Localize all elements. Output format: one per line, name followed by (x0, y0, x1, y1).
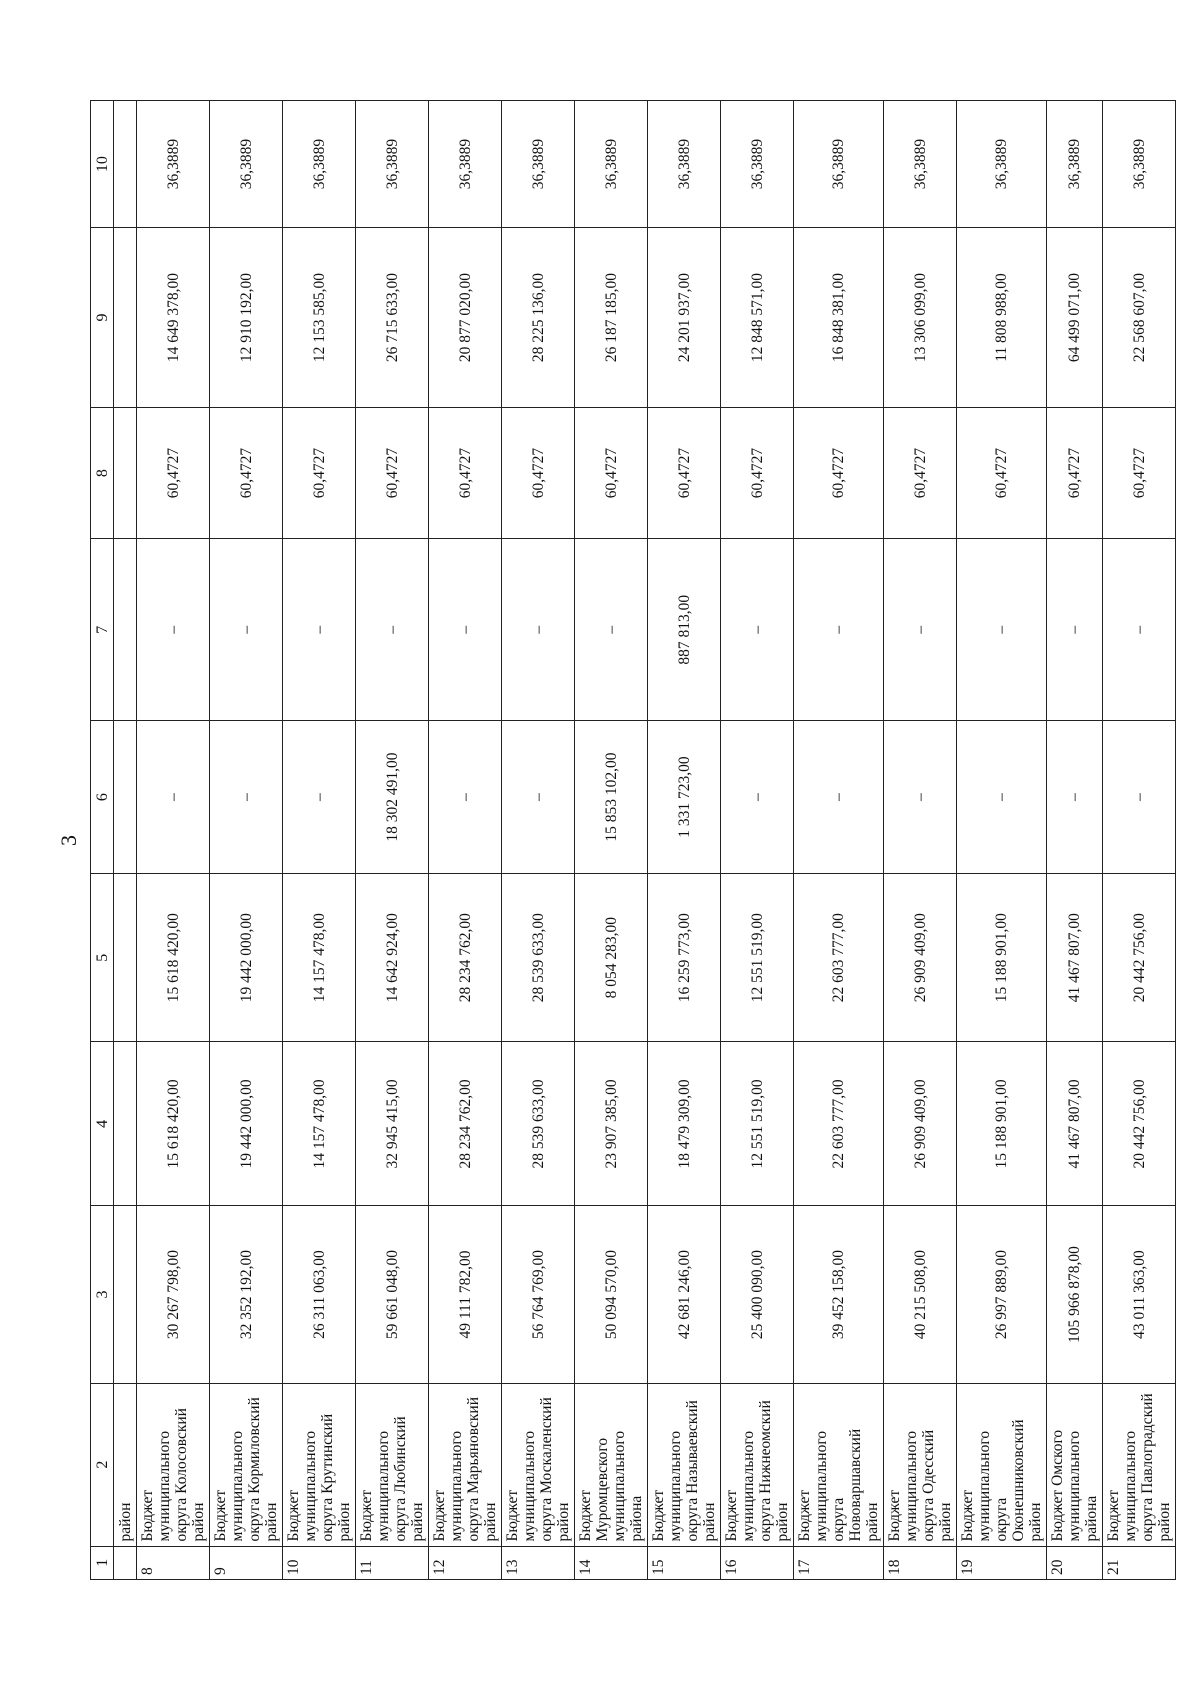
value-c9: 13 306 099,00 (884, 228, 957, 408)
continuation-text: район (114, 1383, 137, 1546)
value-c8: 60,4727 (502, 407, 575, 539)
value-c3: 49 111 782,00 (429, 1206, 502, 1383)
value-c7: – (575, 539, 648, 721)
value-c3: 42 681 246,00 (648, 1206, 721, 1383)
table-cell (114, 1042, 137, 1206)
value-c3: 39 452 158,00 (794, 1206, 884, 1383)
value-c7: – (721, 539, 794, 721)
table-cell (114, 228, 137, 408)
table-cell (114, 539, 137, 721)
budget-name: Бюджет муниципального округа Нововаршавский район (794, 1383, 884, 1546)
budget-name: Бюджет муниципального округа Кормиловский район (210, 1383, 283, 1546)
header-cell: 9 (91, 228, 114, 408)
value-c6: – (794, 721, 884, 874)
value-c6: – (429, 721, 502, 874)
value-c8: 60,4727 (575, 407, 648, 539)
value-c10: 36,3889 (721, 101, 794, 228)
value-c4: 19 442 000,00 (210, 1042, 283, 1206)
value-c3: 26 997 889,00 (957, 1206, 1047, 1383)
value-c8: 60,4727 (884, 407, 957, 539)
value-c9: 12 910 192,00 (210, 228, 283, 408)
value-c6: – (721, 721, 794, 874)
row-number: 9 (210, 1546, 283, 1579)
value-c7: 887 813,00 (648, 539, 721, 721)
value-c8: 60,4727 (429, 407, 502, 539)
value-c9: 14 649 378,00 (137, 228, 210, 408)
budget-name: Бюджет Омского муниципального района (1047, 1383, 1103, 1546)
budget-name: Бюджет муниципального округа Одесский район (884, 1383, 957, 1546)
budget-name: Бюджет муниципального округа Марьяновский район (429, 1383, 502, 1546)
value-c4: 23 907 385,00 (575, 1042, 648, 1206)
value-c5: 28 234 762,00 (429, 873, 502, 1041)
value-c10: 36,3889 (648, 101, 721, 228)
row-number: 17 (794, 1546, 884, 1579)
value-c5: 14 157 478,00 (283, 873, 356, 1041)
budget-name: Бюджет муниципального округа Крутинский район (283, 1383, 356, 1546)
header-row (91, 101, 114, 1580)
value-c8: 60,4727 (794, 407, 884, 539)
table-cell (114, 873, 137, 1041)
table-row (794, 101, 884, 1580)
value-c4: 28 234 762,00 (429, 1042, 502, 1206)
value-c10: 36,3889 (137, 101, 210, 228)
value-c8: 60,4727 (721, 407, 794, 539)
value-c5: 16 259 773,00 (648, 873, 721, 1041)
value-c10: 36,3889 (794, 101, 884, 228)
value-c6: – (210, 721, 283, 874)
header-cell: 2 (91, 1383, 114, 1546)
value-c4: 22 603 777,00 (794, 1042, 884, 1206)
value-c6: – (1047, 721, 1103, 874)
value-c3: 25 400 090,00 (721, 1206, 794, 1383)
header-cell: 3 (91, 1206, 114, 1383)
value-c4: 12 551 519,00 (721, 1042, 794, 1206)
value-c10: 36,3889 (884, 101, 957, 228)
value-c9: 26 187 185,00 (575, 228, 648, 408)
value-c7: – (137, 539, 210, 721)
value-c5: 14 642 924,00 (356, 873, 429, 1041)
value-c5: 19 442 000,00 (210, 873, 283, 1041)
value-c7: – (884, 539, 957, 721)
value-c4: 18 479 309,00 (648, 1042, 721, 1206)
value-c8: 60,4727 (210, 407, 283, 539)
value-c10: 36,3889 (429, 101, 502, 228)
table-row (575, 101, 648, 1580)
continuation-row (114, 101, 137, 1580)
table-row (1103, 101, 1176, 1580)
value-c5: 15 188 901,00 (957, 873, 1047, 1041)
value-c3: 43 011 363,00 (1103, 1206, 1176, 1383)
value-c5: 8 054 283,00 (575, 873, 648, 1041)
value-c4: 14 157 478,00 (283, 1042, 356, 1206)
value-c7: – (210, 539, 283, 721)
row-number: 11 (356, 1546, 429, 1579)
value-c3: 32 352 192,00 (210, 1206, 283, 1383)
value-c9: 28 225 136,00 (502, 228, 575, 408)
table-row (429, 101, 502, 1580)
value-c5: 26 909 409,00 (884, 873, 957, 1041)
value-c10: 36,3889 (502, 101, 575, 228)
value-c9: 22 568 607,00 (1103, 228, 1176, 408)
row-number: 20 (1047, 1546, 1103, 1579)
row-number: 8 (137, 1546, 210, 1579)
value-c6: – (1103, 721, 1176, 874)
table-body (91, 101, 1176, 1580)
value-c4: 28 539 633,00 (502, 1042, 575, 1206)
row-number: 14 (575, 1546, 648, 1579)
table-row (884, 101, 957, 1580)
value-c4: 15 618 420,00 (137, 1042, 210, 1206)
value-c7: – (502, 539, 575, 721)
value-c6: – (137, 721, 210, 874)
value-c10: 36,3889 (1047, 101, 1103, 228)
budget-name: Бюджет муниципального округа Называевский район (648, 1383, 721, 1546)
table-row (1047, 101, 1103, 1580)
value-c7: – (1103, 539, 1176, 721)
header-cell: 7 (91, 539, 114, 721)
table-row (957, 101, 1047, 1580)
row-number: 19 (957, 1546, 1047, 1579)
table-row (210, 101, 283, 1580)
value-c5: 20 442 756,00 (1103, 873, 1176, 1041)
value-c3: 26 311 063,00 (283, 1206, 356, 1383)
budget-name: Бюджет муниципального округа Нижнеомский район (721, 1383, 794, 1546)
value-c9: 20 877 020,00 (429, 228, 502, 408)
value-c10: 36,3889 (1103, 101, 1176, 228)
value-c6: 15 853 102,00 (575, 721, 648, 874)
budget-table (90, 100, 1176, 1580)
value-c10: 36,3889 (283, 101, 356, 228)
value-c3: 105 966 878,00 (1047, 1206, 1103, 1383)
value-c5: 12 551 519,00 (721, 873, 794, 1041)
header-cell: 10 (91, 101, 114, 228)
value-c9: 26 715 633,00 (356, 228, 429, 408)
value-c9: 24 201 937,00 (648, 228, 721, 408)
value-c10: 36,3889 (575, 101, 648, 228)
value-c8: 60,4727 (356, 407, 429, 539)
value-c7: – (283, 539, 356, 721)
value-c7: – (356, 539, 429, 721)
table-row (648, 101, 721, 1580)
value-c10: 36,3889 (356, 101, 429, 228)
value-c6: – (884, 721, 957, 874)
table-row (356, 101, 429, 1580)
value-c8: 60,4727 (137, 407, 210, 539)
value-c9: 12 153 585,00 (283, 228, 356, 408)
table-row (137, 101, 210, 1580)
value-c6: – (283, 721, 356, 874)
budget-name: Бюджет муниципального округа Оконешниковский район (957, 1383, 1047, 1546)
value-c5: 28 539 633,00 (502, 873, 575, 1041)
budget-name: Бюджет Муромцевского муниципального района (575, 1383, 648, 1546)
header-cell: 5 (91, 873, 114, 1041)
value-c4: 20 442 756,00 (1103, 1042, 1176, 1206)
row-number: 16 (721, 1546, 794, 1579)
value-c5: 41 467 807,00 (1047, 873, 1103, 1041)
value-c8: 60,4727 (283, 407, 356, 539)
value-c7: – (1047, 539, 1103, 721)
value-c3: 30 267 798,00 (137, 1206, 210, 1383)
value-c6: 1 331 723,00 (648, 721, 721, 874)
value-c9: 12 848 571,00 (721, 228, 794, 408)
row-number: 13 (502, 1546, 575, 1579)
header-cell: 6 (91, 721, 114, 874)
rotated-table-container (90, 100, 1173, 1580)
value-c8: 60,4727 (957, 407, 1047, 539)
value-c5: 22 603 777,00 (794, 873, 884, 1041)
row-number: 21 (1103, 1546, 1176, 1579)
value-c10: 36,3889 (957, 101, 1047, 228)
value-c4: 26 909 409,00 (884, 1042, 957, 1206)
value-c9: 16 848 381,00 (794, 228, 884, 408)
table-row (502, 101, 575, 1580)
table-cell (114, 101, 137, 228)
budget-name: Бюджет муниципального округа Москаленский район (502, 1383, 575, 1546)
table-cell (114, 1546, 137, 1579)
value-c10: 36,3889 (210, 101, 283, 228)
value-c6: 18 302 491,00 (356, 721, 429, 874)
table-row (721, 101, 794, 1580)
value-c7: – (794, 539, 884, 721)
value-c6: – (502, 721, 575, 874)
table-cell (114, 407, 137, 539)
budget-name: Бюджет муниципального округа Колосовский район (137, 1383, 210, 1546)
value-c4: 32 945 415,00 (356, 1042, 429, 1206)
value-c8: 60,4727 (1103, 407, 1176, 539)
value-c9: 64 499 071,00 (1047, 228, 1103, 408)
value-c8: 60,4727 (1047, 407, 1103, 539)
value-c4: 41 467 807,00 (1047, 1042, 1103, 1206)
budget-name: Бюджет муниципального округа Павлоградский район (1103, 1383, 1176, 1546)
page-number: 3 (56, 835, 81, 846)
value-c7: – (429, 539, 502, 721)
value-c9: 11 808 988,00 (957, 228, 1047, 408)
row-number: 15 (648, 1546, 721, 1579)
value-c3: 56 764 769,00 (502, 1206, 575, 1383)
budget-name: Бюджет муниципального округа Любинский район (356, 1383, 429, 1546)
value-c3: 40 215 508,00 (884, 1206, 957, 1383)
value-c4: 15 188 901,00 (957, 1042, 1047, 1206)
value-c5: 15 618 420,00 (137, 873, 210, 1041)
value-c7: – (957, 539, 1047, 721)
row-number: 10 (283, 1546, 356, 1579)
value-c3: 59 661 048,00 (356, 1206, 429, 1383)
row-number: 18 (884, 1546, 957, 1579)
value-c6: – (957, 721, 1047, 874)
row-number: 12 (429, 1546, 502, 1579)
table-cell (114, 1206, 137, 1383)
header-cell: 1 (91, 1546, 114, 1579)
value-c3: 50 094 570,00 (575, 1206, 648, 1383)
header-cell: 8 (91, 407, 114, 539)
table-row (283, 101, 356, 1580)
value-c8: 60,4727 (648, 407, 721, 539)
table-cell (114, 721, 137, 874)
header-cell: 4 (91, 1042, 114, 1206)
